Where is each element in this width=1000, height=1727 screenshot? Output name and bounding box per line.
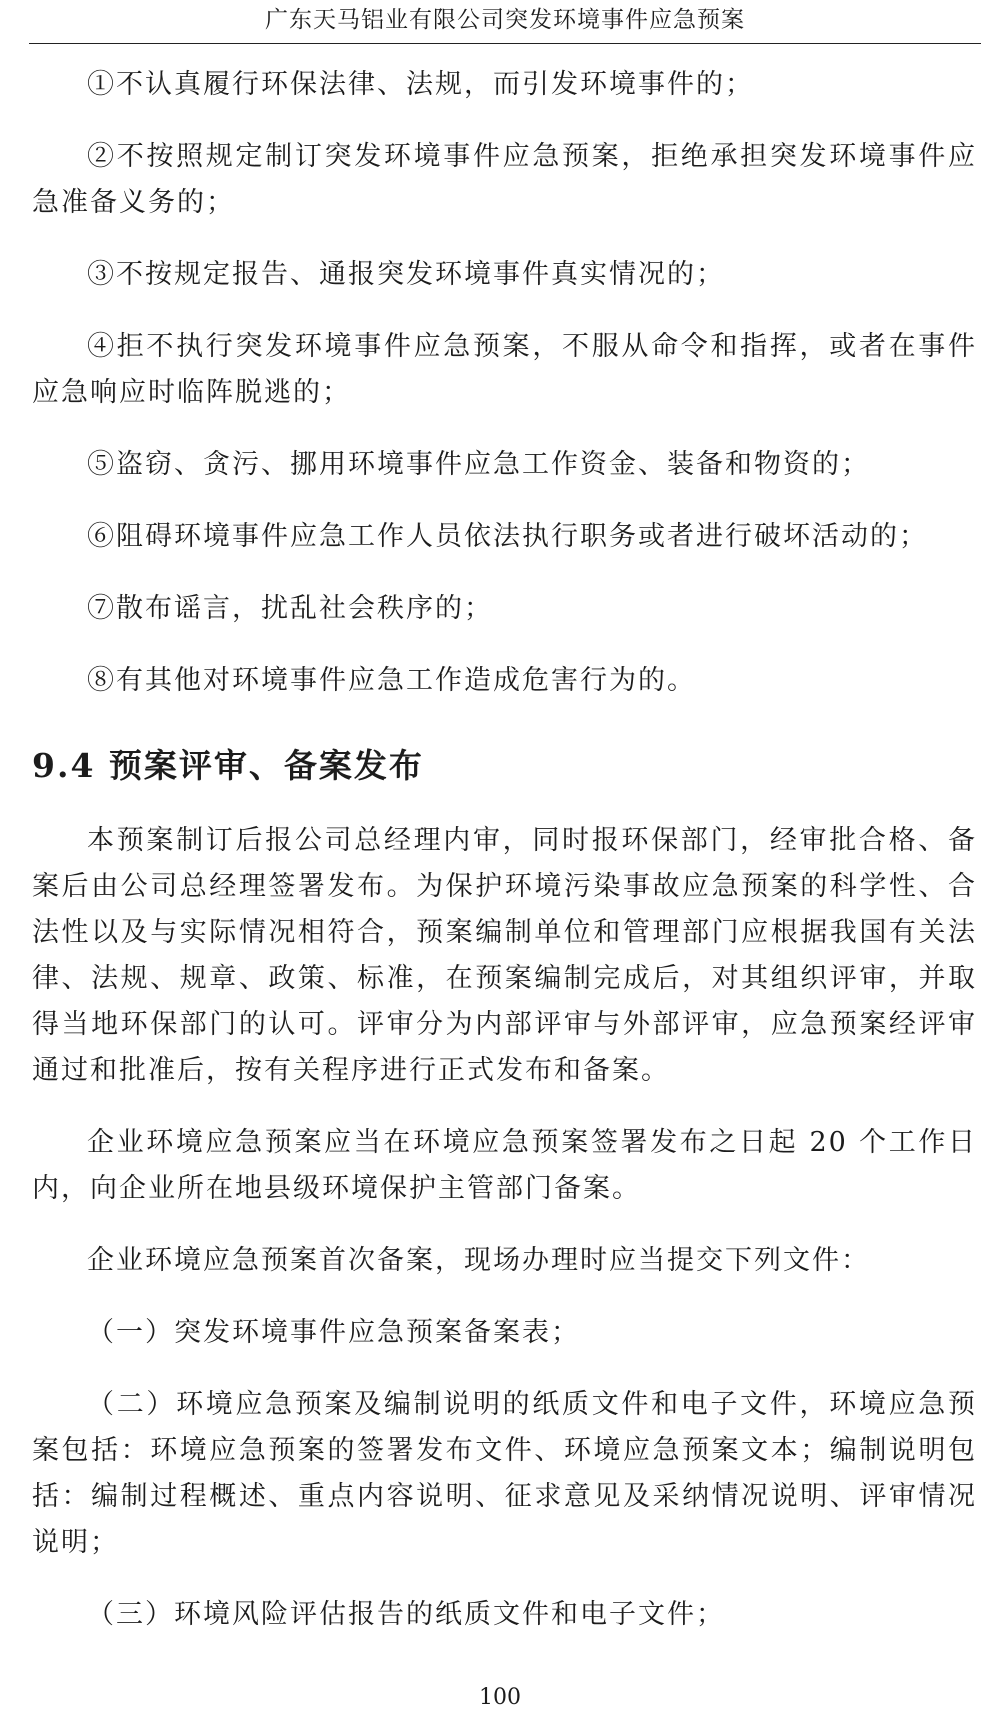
page-footer <box>0 1684 1000 1712</box>
header-title: 广东天马铝业有限公司突发环境事件应急预案 <box>265 7 745 33</box>
body-paragraph: （二）环境应急预案及编制说明的纸质文件和电子文件，环境应急预案包括：环境应急预案的签署发布文件、环境应急预案文本；编制说明包括：编制过程概述、重点内容说明、征求意见及采纳情况说明、评审情况说明； <box>32 1389 977 1558</box>
list-item: ⑤盗窃、贪污、挪用环境事件应急工作资金、装备和物资的； <box>87 449 870 480</box>
body-paragraph: （三）环境风险评估报告的纸质文件和电子文件； <box>87 1599 725 1630</box>
body-paragraph: （一）突发环境事件应急预案备案表； <box>87 1317 580 1348</box>
list-item: ⑦散布谣言，扰乱社会秩序的； <box>87 593 493 624</box>
section-heading: 9.4 预案评审、备案发布 <box>32 746 424 785</box>
list-item: ①不认真履行环保法律、法规，而引发环境事件的； <box>87 69 754 100</box>
list-item: ③不按规定报告、通报突发环境事件真实情况的； <box>87 259 725 290</box>
body-paragraph: 企业环境应急预案首次备案，现场办理时应当提交下列文件： <box>87 1245 870 1276</box>
page-header <box>29 0 981 44</box>
body-paragraph: 企业环境应急预案应当在环境应急预案签署发布之日起 20 个工作日内，向企业所在地县级环境保护主管部门备案。 <box>32 1127 977 1204</box>
body-paragraph: 本预案制订后报公司总经理内审，同时报环保部门，经审批合格、备案后由公司总经理签署发布。为保护环境污染事故应急预案的科学性、合法性以及与实际情况相符合，预案编制单位和管理部门应根据我国有关法律、法规、规章、政策、标准，在预案编制完成后，对其组织评审，并取得当地环保部门的认可。评审分为内部评审与外部评审，应急预案经评审通过和批准后，按有关程序进行正式发布和备案。 <box>32 825 977 1086</box>
page-number: 100 <box>479 1685 521 1710</box>
list-item: ⑧有其他对环境事件应急工作造成危害行为的。 <box>87 665 696 696</box>
list-item: ②不按照规定制订突发环境事件应急预案，拒绝承担突发环境事件应急准备义务的； <box>32 141 977 218</box>
list-item: ⑥阻碍环境事件应急工作人员依法执行职务或者进行破坏活动的； <box>87 521 928 552</box>
document-body <box>32 62 977 1638</box>
list-item: ④拒不执行突发环境事件应急预案，不服从命令和指挥，或者在事件应急响应时临阵脱逃的； <box>32 331 977 408</box>
